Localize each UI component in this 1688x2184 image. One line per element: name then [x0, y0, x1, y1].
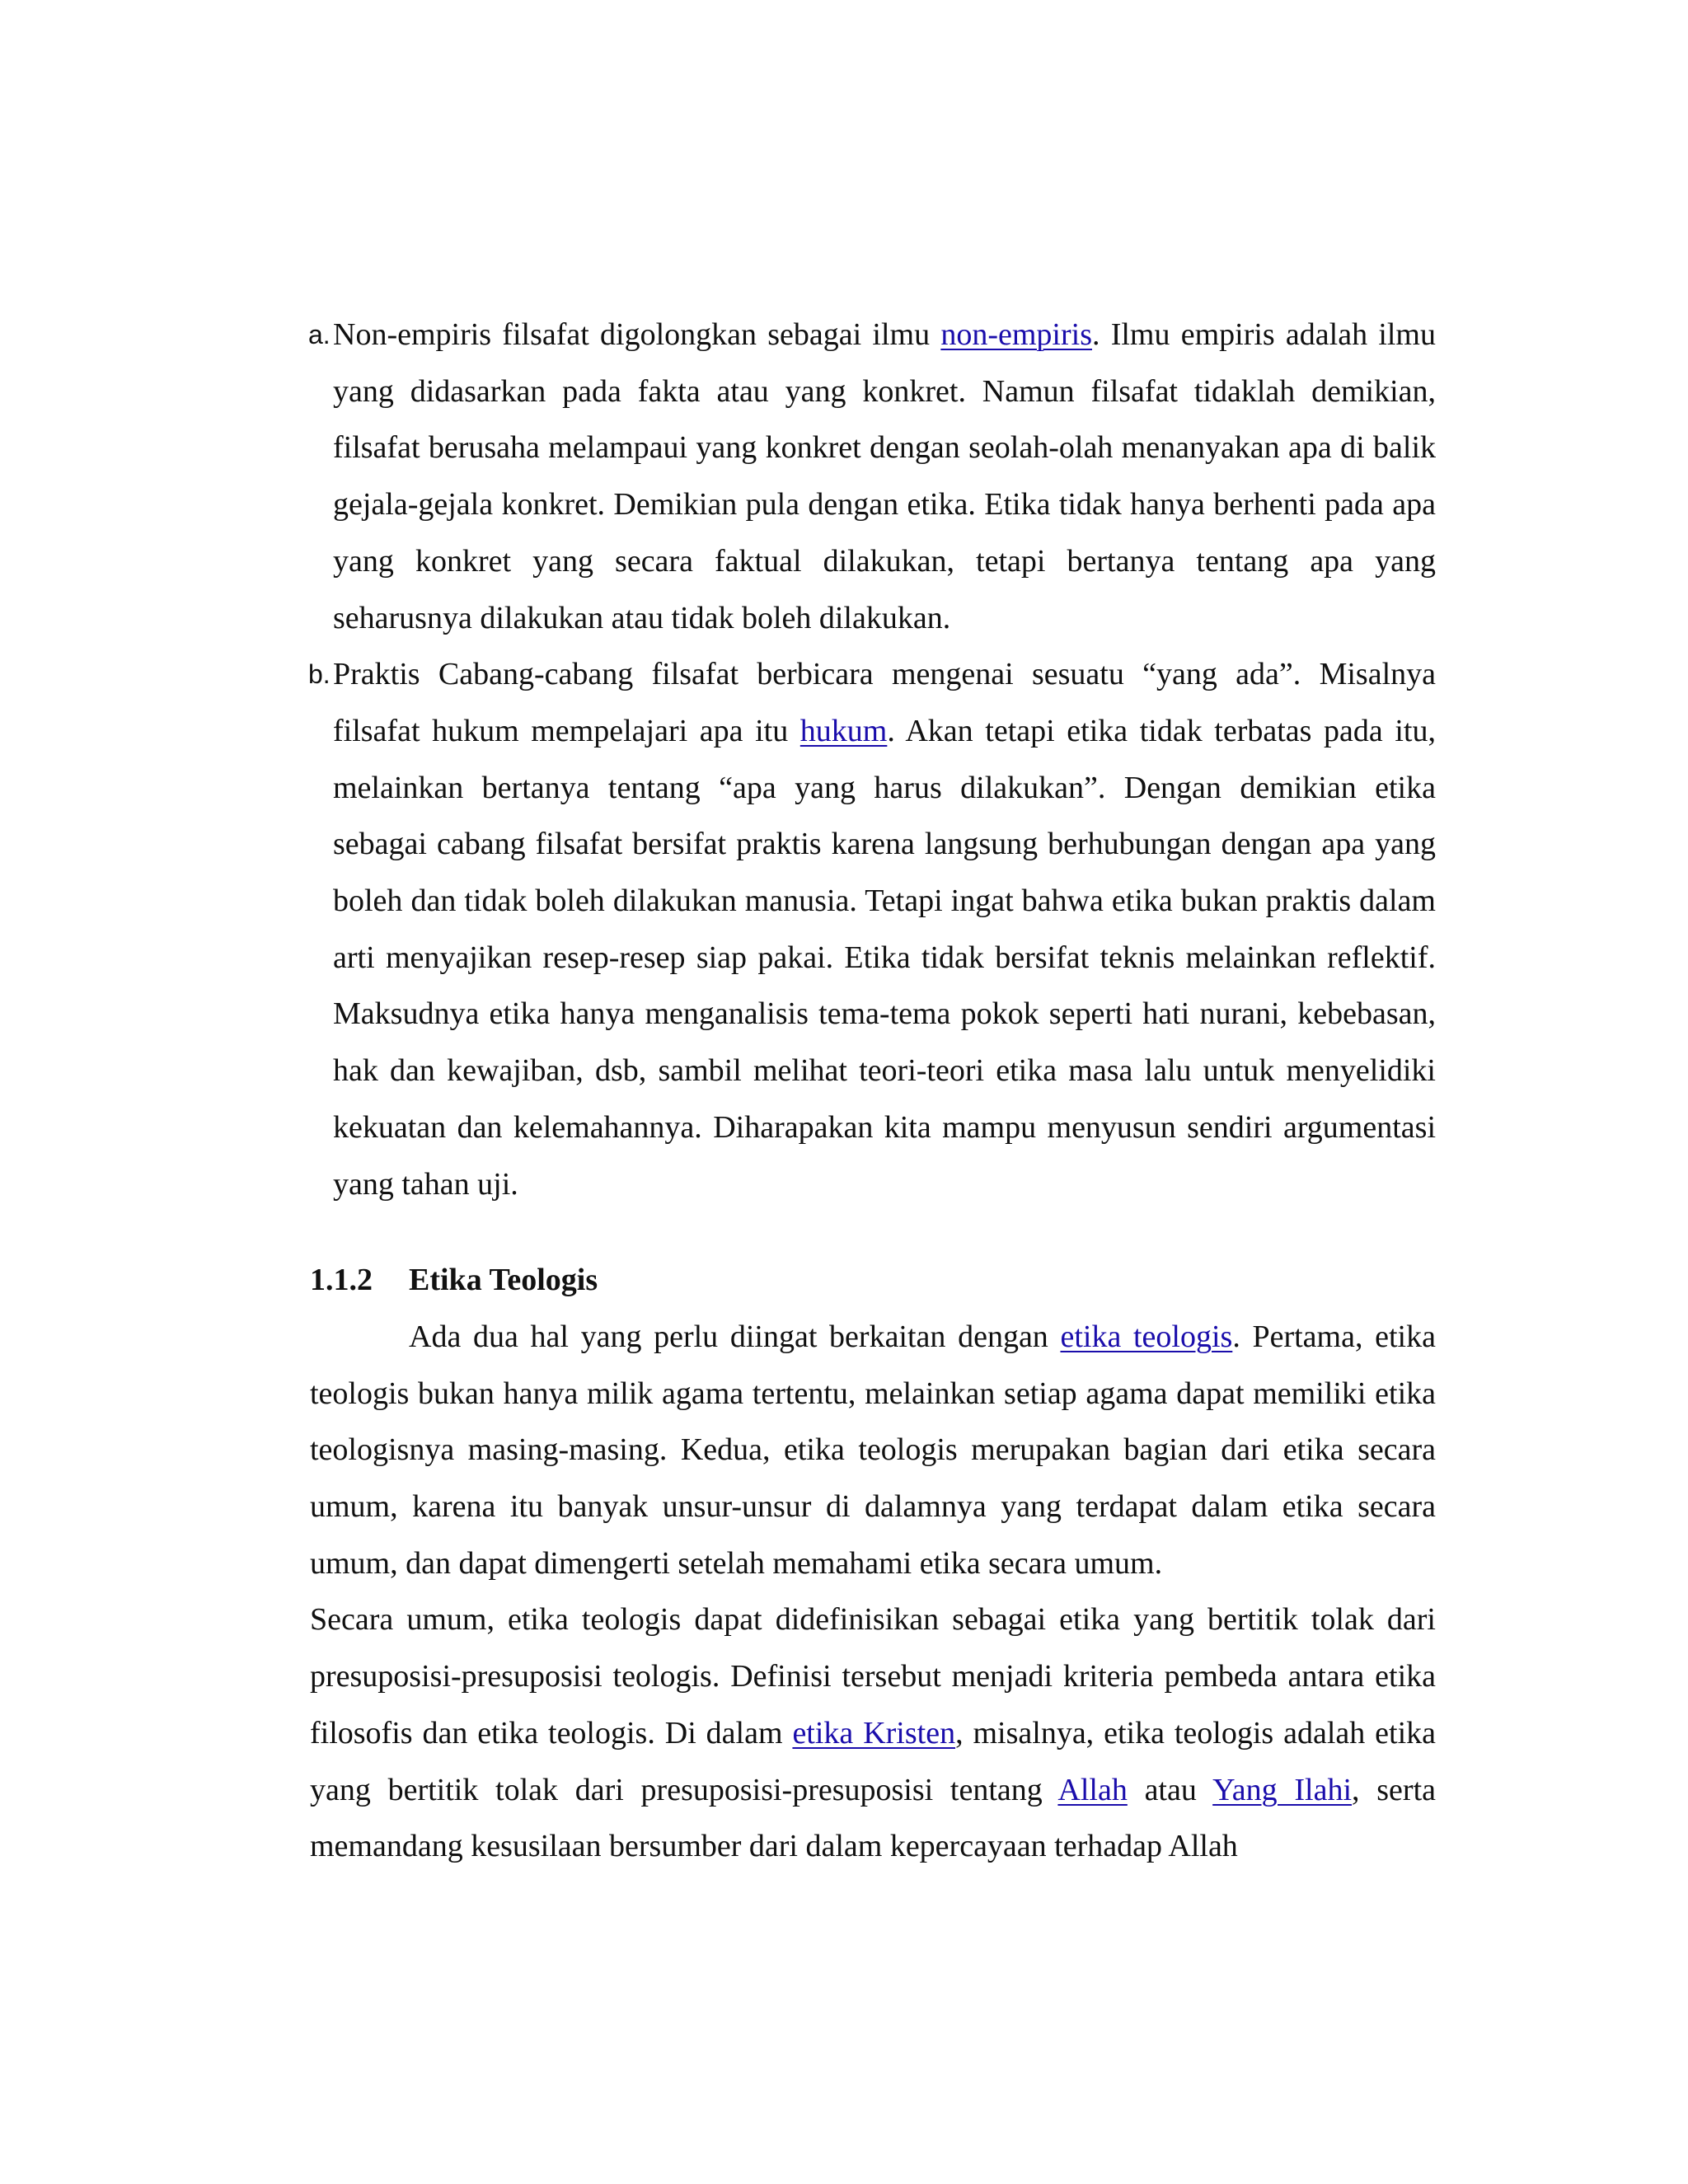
spacer — [310, 1212, 1436, 1252]
list-item-a — [310, 307, 1436, 646]
list-text: Praktis Cabang-cabang filsafat berbicara mengenai sesuatu “yang ada”. Misalnya filsafat hukum mempelajari apa itu — [333, 657, 1436, 748]
page-content — [310, 307, 1436, 1875]
link-hukum[interactable]: hukum — [799, 713, 888, 748]
list-item-b — [310, 646, 1436, 1212]
paragraph-text: . Pertama, etika teologis bukan hanya milik agama tertentu, melainkan setiap agama dapat memiliki etika teologisnya masing-masing. Kedua, etika teologis merupakan bagian dari etika secara umum, karena itu banyak unsur-unsur di dalamnya yang terdapat dalam etika secara umum, dan dapat dimengerti setelah memahami etika secara umum. — [310, 1319, 1436, 1581]
section-number: 1.1.2 — [310, 1263, 373, 1298]
paragraph-2 — [310, 1591, 1436, 1875]
link-etika-kristen[interactable]: etika Kristen — [792, 1715, 956, 1750]
list-marker: a. — [308, 320, 331, 349]
paragraph-text: , misalnya, etika teologis adalah etika yang bertitik tolak dari presuposisi-presuposisi tentang — [310, 1715, 1437, 1807]
link-non-empiris[interactable]: non-empiris — [940, 317, 1092, 352]
paragraph-text: atau — [1127, 1772, 1213, 1807]
link-etika-teologis[interactable]: etika teologis — [1060, 1319, 1233, 1354]
paragraph-text: Secara umum, etika teologis dapat didefinisikan sebagai etika yang bertitik tolak dari presuposisi-presuposisi teologis. Definisi tersebut menjadi kriteria pembeda antara etika filosofis dan etika teologis. Di dalam — [310, 1602, 1436, 1750]
link-yang-ilahi[interactable]: Yang Ilahi — [1212, 1772, 1353, 1807]
list-text: . Ilmu empiris adalah ilmu yang didasarkan pada fakta atau yang konkret. Namun filsafat tidaklah demikian, filsafat berusaha melampaui yang konkret dengan seolah-olah menanyakan apa di balik gejala-gejala konkret. Demikian pula dengan etika. Etika tidak hanya berhenti pada apa yang konkret yang secara faktual dilakukan, tetapi bertanya tentang apa yang seharusnya dilakukan atau tidak boleh dilakukan. — [333, 317, 1436, 635]
list-text: Non-empiris filsafat digolongkan sebagai ilmu — [333, 317, 941, 352]
link-allah[interactable]: Allah — [1057, 1772, 1128, 1807]
list-marker: b. — [308, 659, 331, 690]
paragraph-1 — [310, 1309, 1436, 1592]
paragraph-text: , serta memandang kesusilaan bersumber dari dalam kepercayaan terhadap Allah — [310, 1772, 1436, 1864]
list-text: . Akan tetapi etika tidak terbatas pada itu, melainkan bertanya tentang “apa yang harus dilakukan”. Dengan demikian etika sebagai cabang filsafat bersifat praktis karena langsung berhubungan dengan apa yang boleh dan tidak boleh dilakukan manusia. Tetapi ingat bahwa etika bukan praktis dalam arti menyajikan resep-resep siap pakai. Etika tidak bersifat teknis melainkan reflektif. Maksudnya etika hanya menganalisis tema-tema pokok seperti hati nurani, kebebasan, hak dan kewajiban, dsb, sambil melihat teori-teori etika masa lalu untuk menyelidiki kekuatan dan kelemahannya. Diharapakan kita mampu menyusun sendiri argumentasi yang tahan uji. — [333, 713, 1436, 1202]
section-heading — [310, 1252, 1436, 1309]
section-title: Etika Teologis — [409, 1263, 598, 1298]
paragraph-text: Ada dua hal yang perlu diingat berkaitan dengan — [409, 1319, 1061, 1354]
